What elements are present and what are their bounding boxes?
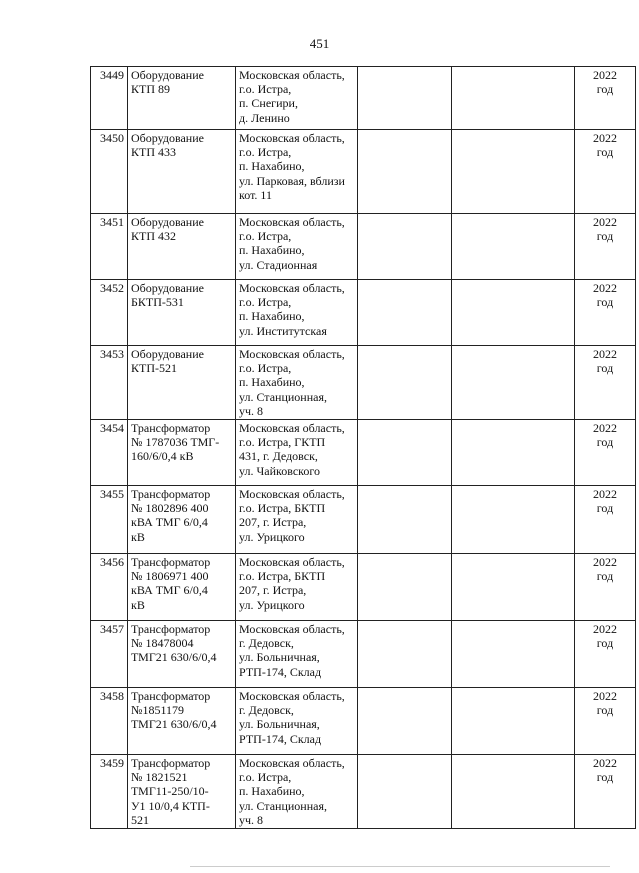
object-address-line: г.о. Истра, БКТП (239, 501, 326, 516)
object-name-line: Оборудование (131, 347, 204, 361)
object-address-line: г.о. Истра, (239, 229, 292, 244)
empty-cell-2 (452, 420, 575, 486)
row-number: 3449 (91, 67, 128, 130)
object-address-line: Московская область, (239, 622, 345, 637)
object-address-line: г.о. Истра, (239, 770, 292, 785)
empty-cell-2 (452, 621, 575, 688)
table-row (91, 214, 636, 280)
table-row (91, 554, 636, 621)
object-address-line: уч. 8 (239, 812, 264, 827)
table-row (91, 420, 636, 486)
object-name-line: Трансформатор (131, 421, 211, 436)
object-address-line: п. Нахабино, (239, 243, 305, 258)
object-address-line: г.о. Истра, (239, 361, 292, 376)
empty-cell-2 (452, 486, 575, 554)
row-number: 3459 (91, 755, 128, 829)
object-name-line: кВА ТМГ 6/0,4 (131, 583, 208, 598)
empty-cell-1 (358, 420, 452, 486)
empty-cell-2 (452, 130, 575, 214)
object-name-line: КТП 89 (131, 82, 170, 97)
object-address (236, 130, 358, 214)
object-name-line: БКТП-531 (131, 295, 184, 310)
object-name-line: КТП 432 (131, 229, 176, 244)
object-address (236, 214, 358, 280)
object-address-line: ул. Урицкого (239, 529, 305, 544)
year-cell-line: 2022 (593, 555, 617, 570)
object-address-line: п. Нахабино, (239, 784, 305, 799)
empty-cell-1 (358, 280, 452, 346)
object-address-line: ул. Больничная, (239, 650, 320, 665)
year-cell-line: год (596, 501, 614, 516)
object-name-line: № 1821521 (131, 770, 188, 785)
object-address-line: ул. Больничная, (239, 717, 320, 732)
table-row (91, 486, 636, 554)
object-name-line: КТП-521 (131, 361, 177, 376)
year-cell-line: 2022 (593, 756, 617, 771)
object-address-line: п. Нахабино, (239, 375, 305, 390)
table-row (91, 688, 636, 755)
year-cell-line: 2022 (593, 281, 617, 295)
object-address-line: ул. Станционная, (239, 798, 327, 813)
object-name-line: кВ (131, 529, 145, 544)
object-address (236, 554, 358, 621)
object-name-line: 521 (131, 812, 149, 827)
year-cell-line: 2022 (593, 487, 617, 502)
year-cell-line: год (596, 770, 614, 785)
object-name-line: № 1787036 ТМГ- (131, 435, 220, 450)
object-address-line: Московская область, (239, 68, 345, 82)
object-name-line: Оборудование (131, 131, 204, 145)
object-address-line: г. Дедовск, (239, 636, 294, 651)
year-cell (575, 280, 636, 346)
year-cell-line: 2022 (593, 68, 617, 82)
object-name (128, 554, 236, 621)
object-address-line: кот. 11 (239, 187, 272, 202)
object-name-line: У1 10/0,4 КТП- (131, 798, 210, 813)
object-address-line: Московская область, (239, 555, 345, 570)
object-address-line: 431, г. Дедовск, (239, 449, 318, 464)
object-address-line: Московская область, (239, 131, 345, 145)
empty-cell-1 (358, 67, 452, 130)
registry-table-body (91, 67, 636, 829)
object-address (236, 755, 358, 829)
empty-cell-2 (452, 688, 575, 755)
object-name-line: 160/6/0,4 кВ (131, 449, 194, 464)
year-cell (575, 688, 636, 755)
object-address-line: Московская область, (239, 487, 345, 502)
year-cell-line: год (596, 435, 614, 450)
year-cell-line: 2022 (593, 622, 617, 637)
object-name-line: ТМГ21 630/6/0,4 (131, 650, 217, 665)
object-name-line: Трансформатор (131, 689, 211, 704)
object-name-line: № 1802896 400 (131, 501, 209, 516)
row-number: 3453 (91, 346, 128, 420)
object-address (236, 280, 358, 346)
row-number: 3457 (91, 621, 128, 688)
table-row (91, 621, 636, 688)
empty-cell-1 (358, 755, 452, 829)
object-name-line: КТП 433 (131, 145, 176, 160)
page-number: 451 (309, 36, 330, 51)
object-name (128, 486, 236, 554)
empty-cell-1 (358, 554, 452, 621)
object-name-line: Трансформатор (131, 555, 211, 570)
year-cell (575, 486, 636, 554)
empty-cell-2 (452, 554, 575, 621)
year-cell-line: год (596, 229, 614, 244)
year-cell-line: год (596, 295, 614, 310)
object-name-line: Трансформатор (131, 756, 211, 771)
object-address-line: ул. Институтская (239, 323, 327, 338)
object-name-line: Трансформатор (131, 487, 211, 502)
object-address-line: ул. Чайковского (239, 463, 320, 478)
object-address-line: ул. Станционная, (239, 389, 327, 404)
object-name (128, 346, 236, 420)
object-address-line: Московская область, (239, 215, 345, 229)
object-address-line: г.о. Истра, БКТП (239, 569, 326, 584)
object-address (236, 486, 358, 554)
object-name (128, 280, 236, 346)
empty-cell-1 (358, 688, 452, 755)
object-address-line: Московская область, (239, 281, 345, 295)
object-name (128, 214, 236, 280)
year-cell (575, 346, 636, 420)
object-address-line: г.о. Истра, (239, 145, 292, 160)
object-name (128, 755, 236, 829)
empty-cell-1 (358, 621, 452, 688)
object-address-line: п. Нахабино, (239, 309, 305, 324)
empty-cell-2 (452, 67, 575, 130)
year-cell (575, 67, 636, 130)
object-address-line: уч. 8 (239, 403, 264, 418)
year-cell-line: 2022 (593, 421, 617, 436)
row-number: 3458 (91, 688, 128, 755)
row-number: 3450 (91, 130, 128, 214)
object-address-line: д. Ленино (239, 110, 290, 125)
object-address-line: п. Нахабино, (239, 159, 305, 174)
table-row (91, 346, 636, 420)
empty-cell-2 (452, 280, 575, 346)
row-number: 3456 (91, 554, 128, 621)
object-name-line: ТМГ21 630/6/0,4 (131, 717, 217, 732)
object-address-line: п. Снегири, (239, 96, 298, 111)
year-cell-line: год (596, 145, 614, 160)
empty-cell-1 (358, 130, 452, 214)
empty-cell-2 (452, 755, 575, 829)
object-name-line: Оборудование (131, 68, 204, 82)
object-name-line: №1851179 (131, 703, 185, 718)
object-name-line: № 1806971 400 (131, 569, 209, 584)
year-cell (575, 554, 636, 621)
row-number: 3452 (91, 280, 128, 346)
row-number: 3455 (91, 486, 128, 554)
object-address-line: Московская область, (239, 756, 345, 771)
table-row (91, 67, 636, 130)
year-cell (575, 214, 636, 280)
empty-cell-2 (452, 214, 575, 280)
object-address-line: 207, г. Истра, (239, 515, 307, 530)
empty-cell-1 (358, 346, 452, 420)
object-address (236, 621, 358, 688)
object-address-line: ул. Парковая, вблизи (239, 173, 345, 188)
object-address-line: г.о. Истра, (239, 295, 292, 310)
object-name-line: ТМГ11-250/10- (131, 784, 209, 799)
year-cell-line: 2022 (593, 689, 617, 704)
year-cell-line: год (596, 569, 614, 584)
object-address-line: РТП-174, Склад (239, 731, 322, 746)
object-address-line: РТП-174, Склад (239, 664, 322, 679)
year-cell-line: год (596, 636, 614, 651)
object-address-line: Московская область, (239, 689, 345, 704)
year-cell-line: 2022 (593, 347, 617, 361)
object-name (128, 130, 236, 214)
year-cell (575, 755, 636, 829)
object-address (236, 688, 358, 755)
object-name-line: кВА ТМГ 6/0,4 (131, 515, 208, 530)
row-number: 3454 (91, 420, 128, 486)
object-address (236, 67, 358, 130)
object-address (236, 346, 358, 420)
table-row (91, 130, 636, 214)
year-cell (575, 420, 636, 486)
object-address-line: г. Дедовск, (239, 703, 294, 718)
object-address-line: ул. Урицкого (239, 597, 305, 612)
row-number: 3451 (91, 214, 128, 280)
object-address-line: г.о. Истра, (239, 82, 292, 97)
object-name-line: Трансформатор (131, 622, 211, 637)
object-name-line: № 18478004 (131, 636, 194, 651)
year-cell-line: год (596, 82, 614, 97)
empty-cell-1 (358, 486, 452, 554)
empty-cell-1 (358, 214, 452, 280)
scan-edge-line (190, 866, 610, 867)
object-address-line: Московская область, (239, 347, 345, 361)
empty-cell-2 (452, 346, 575, 420)
table-row (91, 280, 636, 346)
object-name (128, 67, 236, 130)
object-name-line: Оборудование (131, 215, 204, 229)
object-name (128, 420, 236, 486)
object-address-line: ул. Стадионная (239, 257, 318, 272)
year-cell-line: год (596, 361, 614, 376)
object-address-line: 207, г. Истра, (239, 583, 307, 598)
year-cell (575, 130, 636, 214)
table-row (91, 755, 636, 829)
year-cell-line: 2022 (593, 215, 617, 229)
object-name-line: кВ (131, 597, 145, 612)
object-address-line: Московская область, (239, 421, 345, 436)
object-name (128, 621, 236, 688)
year-cell-line: год (596, 703, 614, 718)
object-name (128, 688, 236, 755)
year-cell-line: 2022 (593, 131, 617, 145)
registry-table (90, 66, 636, 829)
object-name-line: Оборудование (131, 281, 204, 295)
object-address-line: г.о. Истра, ГКТП (239, 435, 326, 450)
object-address (236, 420, 358, 486)
year-cell (575, 621, 636, 688)
